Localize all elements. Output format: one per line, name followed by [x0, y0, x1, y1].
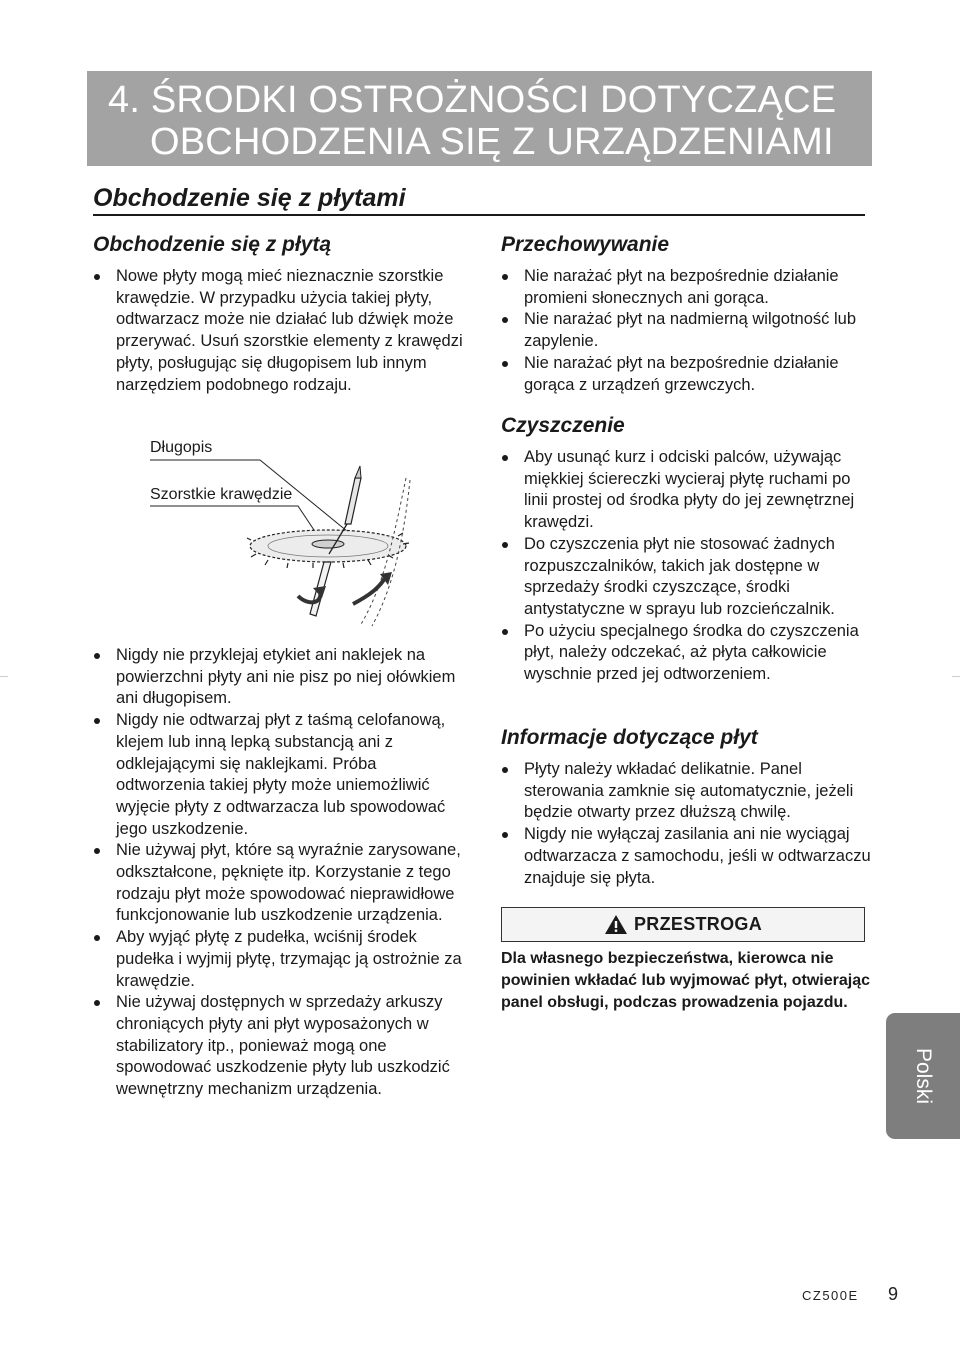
list-item: Nie narażać płyt na nadmierną wilgotność lub zapylenie. — [501, 309, 871, 352]
disc-handling-list — [93, 266, 463, 396]
list-item: Nie używaj dostępnych w sprzedaży arkuszy chroniących płyty ani płyt wyposażonych w stabilizatory itp., ponieważ mogą one spowodować uszkodzenie płyty lub uszkodzić wewnętrzny mechanizm urządzenia. — [93, 992, 463, 1101]
list-item: Nie narażać płyt na bezpośrednie działanie promieni słonecznych ani gorąca. — [501, 266, 871, 309]
cleaning-list — [501, 447, 871, 686]
storage-list — [501, 266, 871, 396]
caution-label: PRZESTROGA — [633, 914, 762, 934]
language-tab-label: Polski — [912, 1047, 935, 1105]
section-title: Obchodzenie się z płytami — [93, 184, 406, 212]
list-item: Po użyciu specjalnego środka do czyszczenia płyt, należy odczekać, aż płyta całkowicie wyschnie przed jej odtworzeniem. — [501, 621, 871, 686]
language-tab — [886, 1013, 960, 1139]
figure-label-pen: Długopis — [150, 439, 213, 456]
subhead-storage: Przechowywanie — [501, 233, 670, 256]
list-item: Nigdy nie wyłączaj zasilania ani nie wyciągaj odtwarzacza z samochodu, jeśli w odtwarzaczu znajduje się płyta. — [501, 824, 871, 889]
model-name: CZ500E — [802, 1288, 859, 1303]
chapter-title-line1: 4. ŚRODKI OSTROŻNOŚCI DOTYCZĄCE — [108, 79, 837, 121]
left-column-bottom — [93, 645, 463, 1101]
crop-mark — [0, 676, 8, 677]
disc-info-list — [501, 759, 871, 889]
chapter-title — [108, 79, 868, 163]
list-item: Płyty należy wkładać delikatnie. Panel sterowania zamknie się automatycznie, jeżeli będzie otwarty przez dłuższą chwilę. — [501, 759, 871, 824]
figure-label-edges: Szorstkie krawędzie — [150, 486, 293, 503]
disc-illustration — [148, 436, 438, 636]
section-divider — [93, 214, 865, 216]
chapter-title-line2: OBCHODZENIA SIĘ Z URZĄDZENIAMI — [150, 121, 834, 163]
caution-box — [501, 907, 865, 942]
list-item: Nigdy nie odtwarzaj płyt z taśmą celofanową, klejem lub inną lepką substancją ani z odklejającymi się naklejkami. Próba odtworzenia takiej płyty może uniemożliwić wyjęcie płyty z odtwarzacza lub spowodować jego uszkodzenie. — [93, 710, 463, 840]
list-item: Nowe płyty mogą mieć nieznacznie szorstkie krawędzie. W przypadku użycia takiej płyty, odtwarzacz może nie działać lub dźwięk może przerywać. Usuń szorstkie elementy z krawędzi płyty, posługując się długopisem lub innym narzędziem podobnego rodzaju. — [93, 266, 463, 396]
caution-text: Dla własnego bezpieczeństwa, kierowca nie powinien wkładać lub wyjmować płyt, otwierając panel obsługi, podczas prowadzenia pojazdu. — [501, 950, 870, 1011]
disc-info-section — [501, 725, 871, 889]
crop-mark — [952, 676, 960, 677]
subhead-disc-handling: Obchodzenie się z płytą — [93, 233, 332, 256]
subhead-disc-info: Informacje dotyczące płyt — [501, 726, 758, 749]
page-number: 9 — [888, 1284, 899, 1304]
list-item: Nie używaj płyt, które są wyraźnie zarysowane, odkształcone, pęknięte itp. Korzystanie z tego rodzaju płyt może spowodować nieprawidłowe funkcjonowanie lub uszkodzenie urządzenia. — [93, 840, 463, 927]
list-item: Nigdy nie przyklejaj etykiet ani naklejek na powierzchni płyty ani nie pisz po niej ołówkiem ani długopisem. — [93, 645, 463, 710]
cleaning-section — [501, 413, 871, 686]
disc-warnings-list — [93, 645, 463, 1101]
list-item: Aby usunąć kurz i odciski palców, używając miękkiej ściereczki wycieraj płytę ruchami po linii prostej od środka płyty do jej zewnętrznej krawędzi. — [501, 447, 871, 534]
subhead-cleaning: Czyszczenie — [501, 414, 625, 437]
storage-section — [501, 232, 871, 396]
warning-triangle-icon — [604, 914, 628, 935]
list-item: Nie narażać płyt na bezpośrednie działanie gorąca z urządzeń grzewczych. — [501, 353, 871, 396]
list-item: Aby wyjąć płytę z pudełka, wciśnij środek pudełka i wyjmij płytę, trzymając ją ostrożnie za krawędzie. — [93, 927, 463, 992]
list-item: Do czyszczenia płyt nie stosować żadnych rozpuszczalników, takich jak dostępne w sprzedaży środki czyszczące, środki antystatyczne w sprayu lub rozcieńczalnik. — [501, 534, 871, 621]
disc-figure — [148, 436, 438, 636]
left-column-top — [93, 232, 463, 396]
